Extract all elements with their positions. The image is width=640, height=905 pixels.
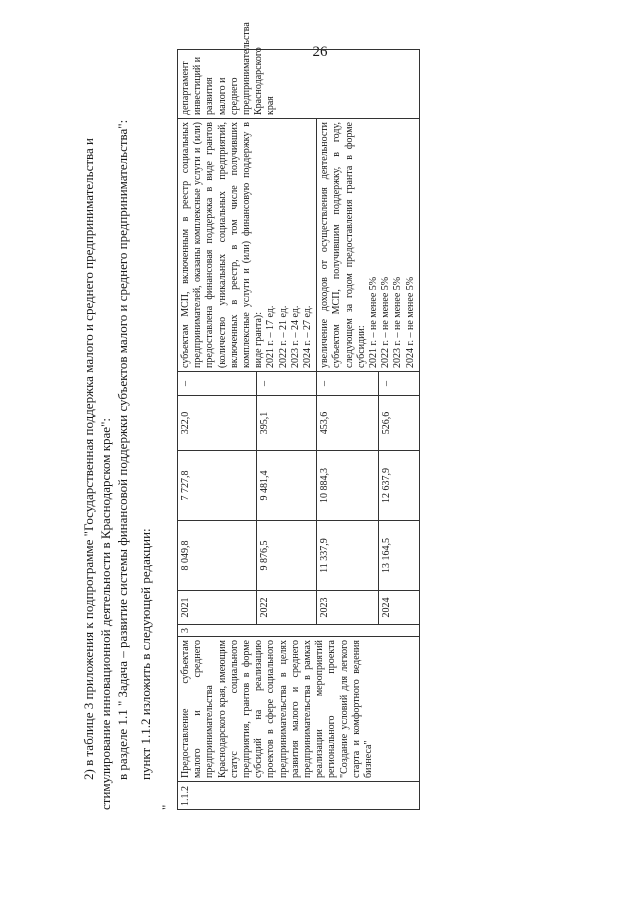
cell-kb: 12 637,9 (379, 451, 420, 521)
result-a-text: субъектам МСП, включенным в реестр социальных предпринимателей, оказаны комплексные услуги и (или) предоставлена финансовая поддержка в виде грантов (количество уникальных социальных предприятий, включенных в реестр, в том числе получивших комплексные услуги и (или) финансовую поддержку в виде гранта): (180, 122, 265, 368)
cell-year: 2023 (317, 591, 379, 625)
cell-result-b (317, 119, 420, 372)
cell-kb: 10 884,3 (317, 451, 379, 521)
intro-line-1: 2) в таблице 3 приложения к подпрограмме "Государственная поддержка малого и среднего предпринимательства и стимулирование инновационной деятельности в Краснодарском крае": (81, 138, 113, 810)
result-b-years: 2021 г. – не менее 5% 2022 г. – не менее 5% 2023 г. – не менее 5% 2024 г. – не менее 5% (368, 276, 416, 368)
cell-fb: 395,1 (257, 396, 317, 451)
cell-fb: 526,6 (379, 396, 420, 451)
table-row (178, 50, 257, 810)
cell-total: 11 337,9 (317, 521, 379, 591)
page-number: 26 (312, 44, 328, 60)
cell-num: 1.1.2 (178, 782, 420, 810)
cell-year: 2021 (178, 591, 257, 625)
intro-text (80, 50, 175, 810)
cell-kb: 9 481,4 (257, 451, 317, 521)
quote-open: " (159, 804, 174, 810)
cell-fb: 322,0 (178, 396, 257, 451)
cell-result-a (178, 119, 317, 372)
cell-year: 2022 (257, 591, 317, 625)
result-a-years: 2021 г. – 17 ед. 2022 г. – 21 ед. 2023 г. – 24 ед. 2024 г. – 27 ед. (265, 305, 314, 368)
cell-fb: 453,6 (317, 396, 379, 451)
cell-name: Предоставление субъектам малого и среднего предпринимательства Краснодарского края, имеющим статус социального предприятия, грантов в форме субсидий на реализацию проектов в сфере социального предпринимательства в целях развития малого и среднего предпринимательства в рамках реализации мероприятий регионального проекта "Создание условий для легкого старта и комфортного ведения бизнеса" (178, 637, 420, 782)
cell-total: 13 164,5 (379, 521, 420, 591)
cell-status: 3 (178, 625, 420, 637)
measures-table (177, 22, 420, 810)
cell-other: – (257, 372, 317, 396)
cell-other: – (317, 372, 379, 396)
cell-total: 9 876,5 (257, 521, 317, 591)
cell-other: – (178, 372, 257, 396)
cell-total: 8 049,8 (178, 521, 257, 591)
intro-line-3: пункт 1.1.2 изложить в следующей редакции: (138, 528, 153, 780)
rotated-content (80, 22, 550, 810)
cell-kb: 7 727,8 (178, 451, 257, 521)
intro-line-2: в разделе 1.1 " Задача – развитие системы финансовой поддержки субъектов малого и среднего предпринимательства": (115, 119, 130, 780)
cell-executor: департамент инвестиций и развития малого и среднего предпринимательства Краснодарского края (178, 50, 420, 119)
result-b-text: увеличение доходов от осуществления деятельности субъектом МСП, получившим поддержку, в году, следующем за годом предоставления гранта в форме субсидии: (319, 122, 367, 368)
cell-year: 2024 (379, 591, 420, 625)
cell-other: – (379, 372, 420, 396)
